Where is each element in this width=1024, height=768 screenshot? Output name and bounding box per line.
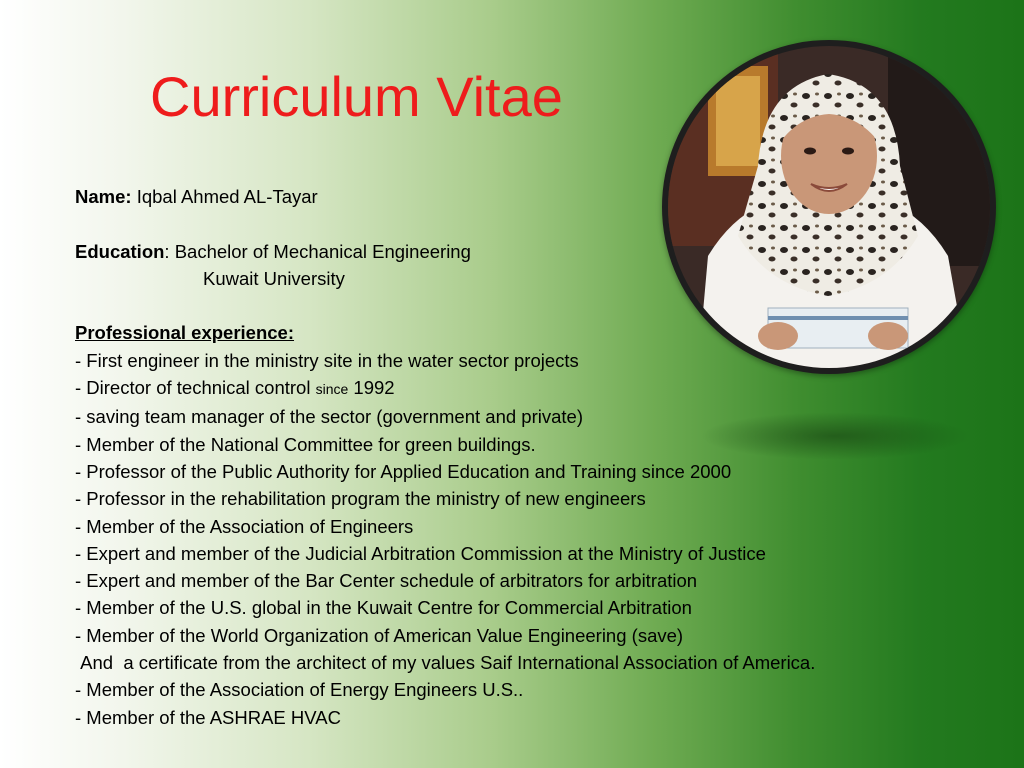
name-row (75, 183, 975, 210)
spacer (75, 210, 975, 237)
experience-item: - saving team manager of the sector (government and private) (75, 406, 583, 428)
name-value: Iqbal Ahmed AL-Tayar (131, 186, 318, 207)
experience-heading: Professional experience: (75, 322, 295, 344)
experience-item: - Member of the Association of Energy Engineers U.S.. (75, 679, 524, 701)
name-label: Name: (75, 186, 132, 207)
slide-title: Curriculum Vitae (150, 65, 563, 128)
experience-item: - Expert and member of the Bar Center schedule of arbitrators for arbitration (75, 570, 698, 592)
education-label: Education (75, 240, 165, 262)
experience-item: - Member of the National Committee for green buildings. (75, 433, 536, 455)
experience-item: - Professor in the rehabilitation program the ministry of new engineers (75, 488, 646, 510)
experience-item: - Member of the U.S. global in the Kuwait Centre for Commercial Arbitration (75, 597, 692, 619)
experience-item: - Expert and member of the Judicial Arbitration Commission at the Ministry of Justice (75, 542, 766, 564)
experience-item: - Professor of the Public Authority for Applied Education and Training since 2000 (75, 460, 732, 482)
experience-item: - Member of the Association of Engineers (75, 515, 414, 537)
education-row (75, 238, 975, 265)
spacer (75, 292, 975, 319)
education-institution: Kuwait University (203, 267, 345, 289)
education-value: : Bachelor of Mechanical Engineering (164, 240, 471, 262)
experience-item-since: since (315, 381, 349, 398)
cv-body (75, 183, 975, 731)
experience-item: - Member of the World Organization of American Value Engineering (save) (75, 624, 684, 646)
experience-item: And a certificate from the architect of my values Saif International Association of America. (75, 652, 816, 674)
experience-item-text: - Director of technical control (75, 377, 316, 399)
experience-item (75, 374, 975, 403)
experience-item: - First engineer in the ministry site in the water sector projects (75, 349, 579, 371)
experience-item: - Member of the ASHRAE HVAC (75, 706, 341, 728)
experience-item-year: 1992 (348, 377, 395, 399)
